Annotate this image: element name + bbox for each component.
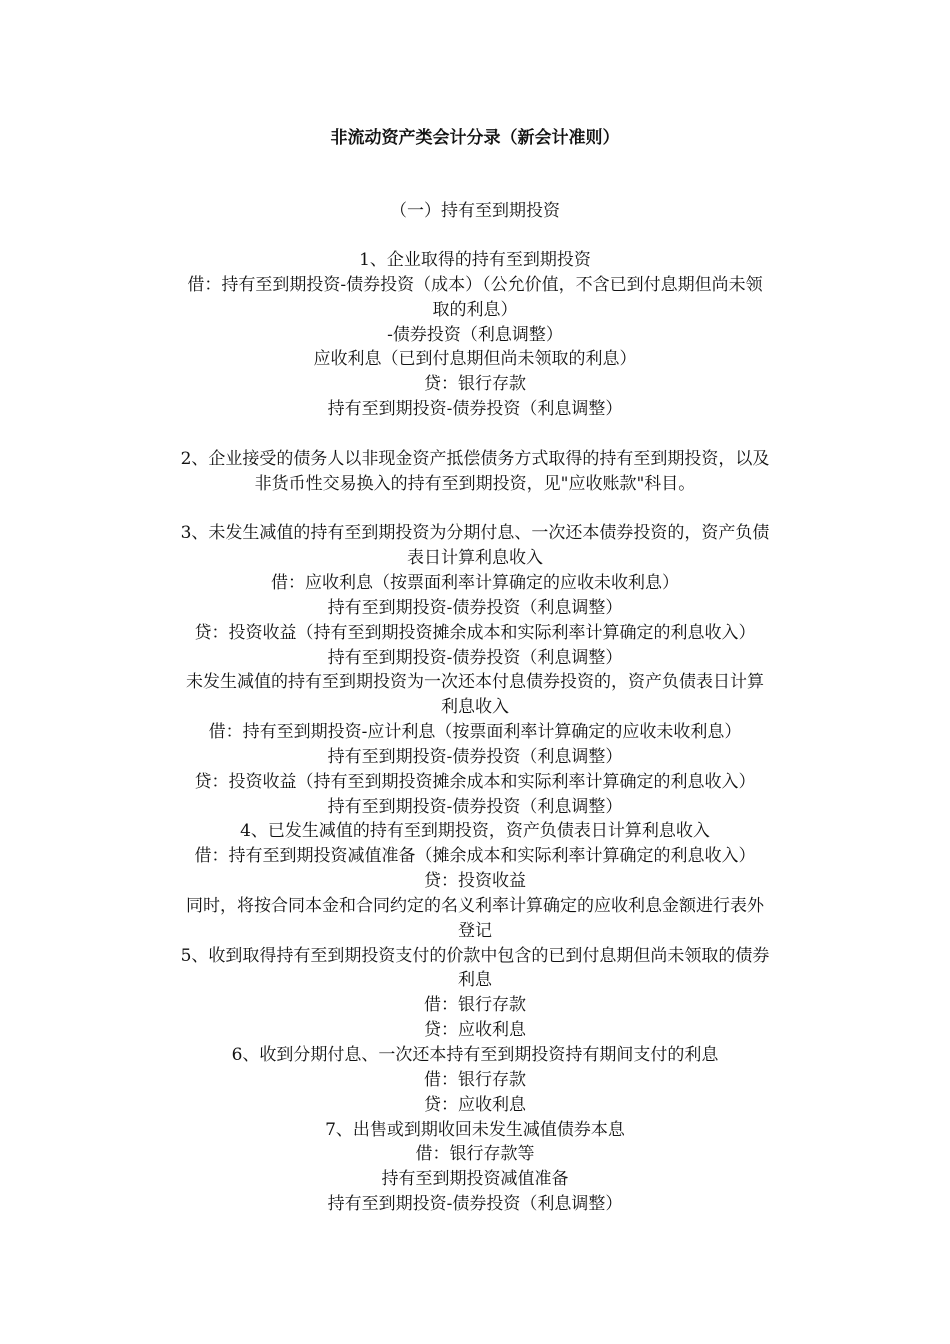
text-line: 借：银行存款 <box>424 1069 526 1090</box>
text-line: -债券投资（利息调整） <box>387 324 563 345</box>
text-line: 2、企业接受的债务人以非现金资产抵偿债务方式取得的持有至到期投资，以及 <box>180 448 770 469</box>
text-line: 持有至到期投资-债券投资（利息调整） <box>327 746 623 767</box>
document-title: 非流动资产类会计分录（新会计准则） <box>330 128 620 148</box>
section-heading: （一）持有至到期投资 <box>390 201 560 221</box>
text-line: 贷：投资收益（持有至到期投资摊余成本和实际利率计算确定的利息收入） <box>194 622 756 643</box>
text-line: 5、收到取得持有至到期投资支付的价款中包含的已到付息期但尚未领取的债券 <box>180 945 770 966</box>
text-line: 借：持有至到期投资减值准备（摊余成本和实际利率计算确定的利息收入） <box>194 846 756 867</box>
text-line: 应收利息（已到付息期但尚未领取的利息） <box>313 349 637 370</box>
blank-line <box>140 422 810 447</box>
text-line: 持有至到期投资减值准备 <box>381 1169 569 1190</box>
text-line: 持有至到期投资-债券投资（利息调整） <box>327 399 623 420</box>
text-line: 7、出售或到期收回未发生减值债券本息 <box>325 1119 625 1140</box>
blank-line <box>140 496 810 521</box>
text-line: 利息收入 <box>441 697 509 718</box>
text-line: 借：应收利息（按票面利率计算确定的应收未收利息） <box>271 572 679 593</box>
text-line: 持有至到期投资-债券投资（利息调整） <box>327 1194 623 1215</box>
text-line: 同时，将按合同本金和合同约定的名义利率计算确定的应收利息金额进行表外 <box>186 895 764 916</box>
text-line: 非货币性交易换入的持有至到期投资，见"应收账款"科目。 <box>254 473 696 494</box>
text-line: 表日计算利息收入 <box>407 548 543 569</box>
text-line: 4、已发生减值的持有至到期投资，资产负债表日计算利息收入 <box>240 821 710 842</box>
text-line: 1、企业取得的持有至到期投资 <box>359 250 591 270</box>
text-line: 借：持有至到期投资-应计利息（按票面利率计算确定的应收未收利息） <box>208 722 742 743</box>
text-line: 利息 <box>458 970 492 991</box>
text-line: 6、收到分期付息、一次还本持有至到期投资持有期间支付的利息 <box>231 1045 719 1065</box>
document-body <box>140 248 810 1217</box>
text-line: 贷：银行存款 <box>424 374 526 395</box>
text-line: 登记 <box>458 920 492 941</box>
text-line: 借：银行存款 <box>424 995 526 1016</box>
document-page <box>140 0 810 1344</box>
text-line: 贷：应收利息 <box>424 1094 526 1115</box>
text-line: 借：银行存款等 <box>415 1144 535 1165</box>
text-line: 取的利息） <box>432 299 518 320</box>
text-line: 持有至到期投资-债券投资（利息调整） <box>327 647 623 668</box>
text-line: 持有至到期投资-债券投资（利息调整） <box>327 597 623 618</box>
text-line: 贷：投资收益 <box>424 871 526 892</box>
text-line: 未发生减值的持有至到期投资为一次还本付息债券投资的，资产负债表日计算 <box>186 672 764 693</box>
text-line: 3、未发生减值的持有至到期投资为分期付息、一次还本债券投资的，资产负债 <box>180 523 770 544</box>
text-line: 贷：应收利息 <box>424 1020 526 1041</box>
text-line: 借：持有至到期投资-债券投资（成本）（公允价值，不含已到付息期但尚未领 <box>187 274 763 295</box>
text-line: 贷：投资收益（持有至到期投资摊余成本和实际利率计算确定的利息收入） <box>194 771 756 792</box>
text-line: 持有至到期投资-债券投资（利息调整） <box>327 796 623 817</box>
